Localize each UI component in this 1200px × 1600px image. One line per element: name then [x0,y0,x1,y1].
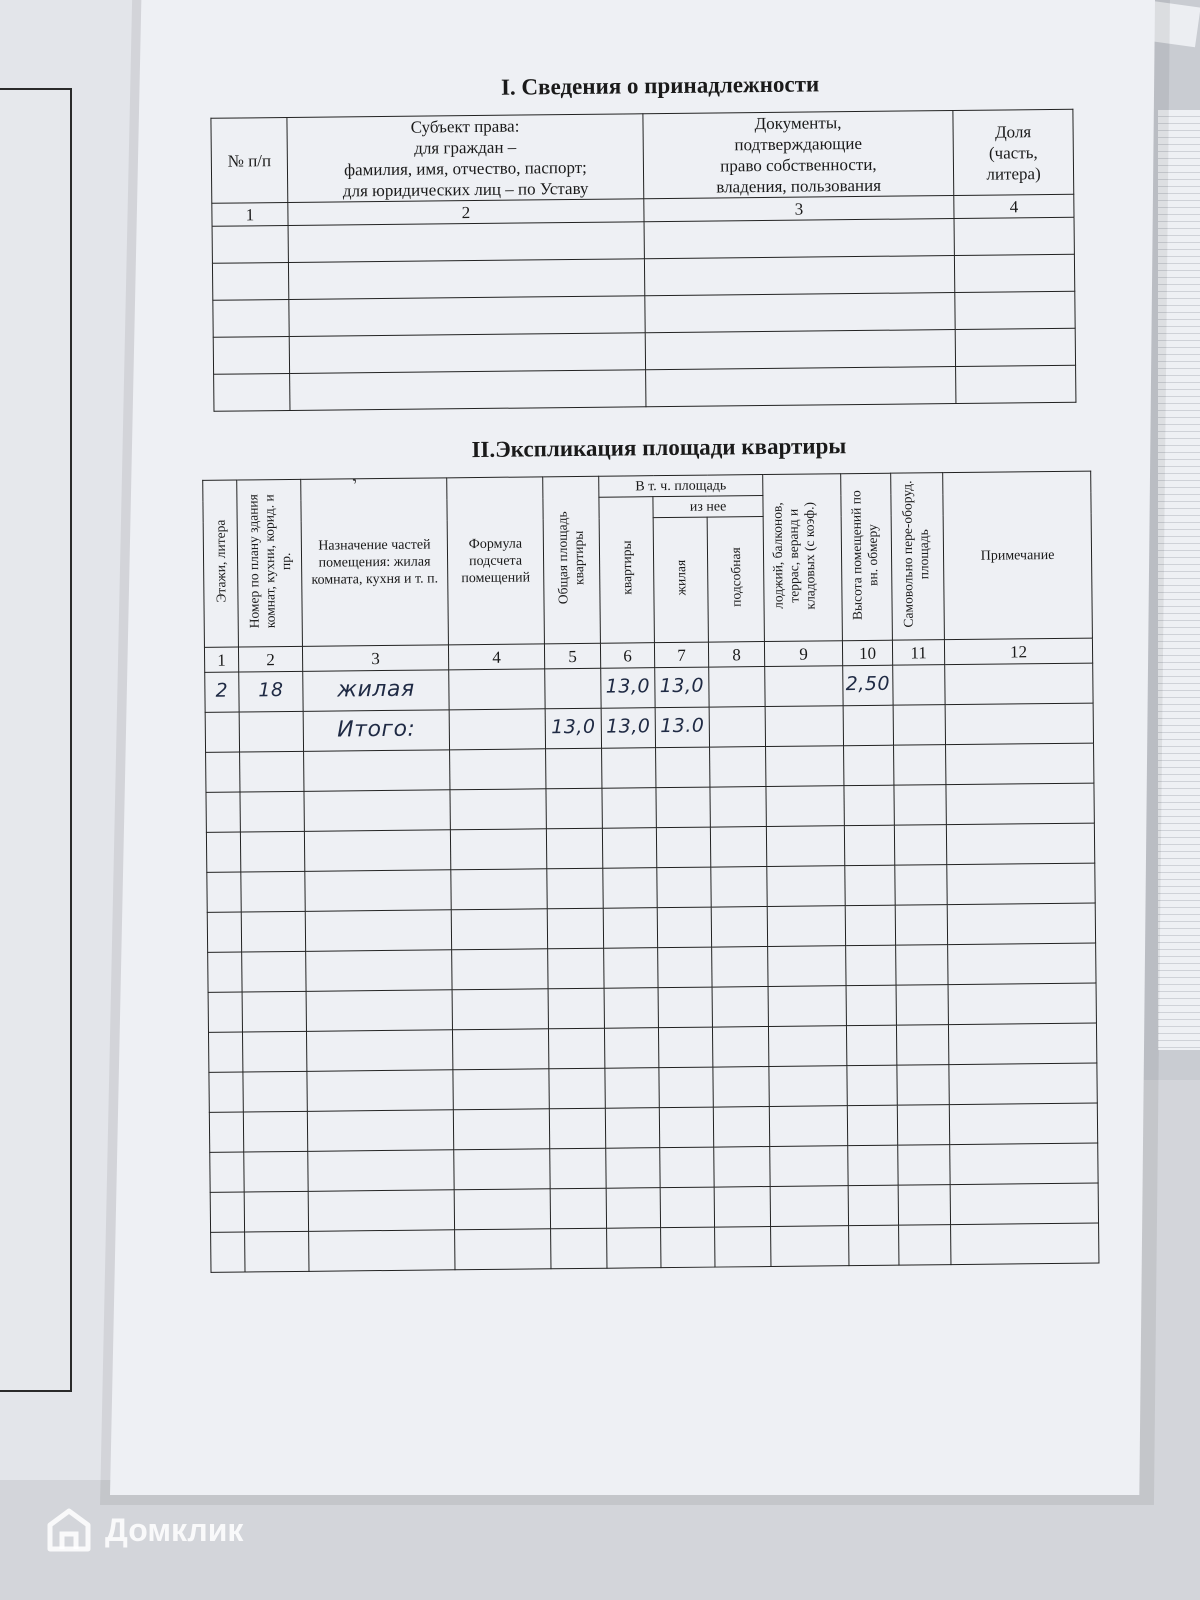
table-cell [845,865,895,906]
table-cell [205,672,239,712]
table-cell [658,987,712,1028]
table-cell [607,1228,661,1269]
table-cell [550,1148,606,1189]
table-cell [451,869,547,910]
table-cell [843,705,893,746]
table-cell [895,865,947,906]
table-cell [711,867,767,908]
table-cell [453,1069,549,1110]
table-cell [602,748,656,789]
handwritten-value: 13,0 [659,674,705,698]
section1-title: I. Сведения о принадлежности [500,71,820,100]
table-cell [304,750,450,792]
table-cell [601,708,655,749]
table-cell [765,666,843,707]
table-cell [450,789,546,830]
table-cell [711,907,767,948]
table-cell [241,911,305,952]
table-cell [210,1152,244,1192]
col-number: 12 [944,638,1092,665]
watermark [45,1505,243,1555]
table-cell [844,825,894,866]
house-logo-icon [45,1506,93,1554]
table-cell [849,1225,899,1266]
table-cell [847,1105,897,1146]
table-cell [455,1229,551,1270]
table-cell [606,1188,660,1229]
table-cell [303,710,449,752]
table-cell [547,868,603,909]
table-cell [947,863,1095,905]
table-cell [307,1070,453,1112]
table-cell [655,707,709,748]
table-cell [244,1151,308,1192]
table-cell [948,1023,1096,1065]
table-cell [845,905,895,946]
table-cell [308,1150,454,1192]
table-cell [604,1028,658,1069]
handwritten-value: Итого: [337,716,416,742]
header-documents: Документы, подтверждающие право собственности, владения, пользования [643,111,954,199]
table-cell [945,703,1093,745]
table-cell [844,745,894,786]
table-cell [451,909,547,950]
table-cell [306,1030,452,1072]
table-cell [242,1031,306,1072]
table-cell [896,985,948,1026]
table-cell [765,706,843,747]
handwritten-value: жилая [337,676,415,702]
header-number: № п/п [211,117,288,203]
table-cell [896,1025,948,1066]
table-cell [210,1192,244,1232]
table-cell [893,705,945,746]
table-cell [604,988,658,1029]
table-cell [767,906,845,947]
col-number: 6 [600,643,654,669]
col-number: 5 [544,643,600,669]
table-cell [546,748,602,789]
header-unauthorized: Самовольно пере-оборуд. площадь [891,473,945,641]
col-number: 1 [204,647,238,672]
table-cell [548,988,604,1029]
col-number: 2 [238,646,302,672]
table-cell [894,745,946,786]
table-cell [606,1148,660,1189]
ownership-table [210,109,1076,412]
table-cell [951,1223,1099,1265]
table-cell [710,827,766,868]
table-cell [242,951,306,992]
table-cell [306,990,452,1032]
table-cell [659,1107,713,1148]
table-cell [305,910,451,952]
header-room-number: Номер по плану здания комнат, кухни, корид. и пр. [237,479,303,647]
table-cell [208,952,242,992]
table-cell [548,948,604,989]
table-cell [768,986,846,1027]
section2-title: II.Экспликация площади квартиры [471,433,847,463]
table-cell [450,829,546,870]
table-cell [306,950,452,992]
watermark-text: Домклик [105,1511,244,1548]
col-number: 1 [212,202,288,226]
table-cell [898,1145,950,1186]
table-cell [449,669,545,710]
table-cell [660,1147,714,1188]
table-cell [894,825,946,866]
table-cell [950,1183,1098,1225]
table-cell [205,712,239,752]
table-cell [946,823,1094,865]
table-cell [605,1108,659,1149]
handwritten-value: 13.0 [660,714,705,738]
header-share: Доля (часть, литера) [953,109,1074,195]
table-cell [949,1063,1097,1105]
table-cell [897,1105,949,1146]
table-cell [768,1026,846,1067]
table-cell [209,1112,243,1152]
table-cell [546,788,602,829]
table-cell [545,708,601,749]
table-cell [846,985,896,1026]
handwritten-value: 13,0 [605,675,651,698]
table-cell [846,945,896,986]
table-cell [307,1110,453,1152]
table-cell [767,866,845,907]
table-cell [658,1027,712,1068]
table-cell [211,1232,245,1272]
col-number: 8 [708,642,764,668]
table-cell [768,946,846,987]
table-cell [766,746,844,787]
header-apartment: квартиры [599,497,655,644]
table-cell [709,667,765,708]
table-cell [242,991,306,1032]
table-cell [546,828,602,869]
table-cell [603,868,657,909]
header-loggias: лоджий, балконов, террас, веранд и кладовых (с коэф.) [763,474,843,642]
col-number: 3 [644,196,954,222]
table-cell [771,1226,849,1267]
table-cell [304,790,450,832]
table-cell [848,1185,898,1226]
table-cell [548,1028,604,1069]
table-cell [709,707,765,748]
table-cell [241,871,305,912]
explication-table [202,471,1099,1273]
table-cell [551,1228,607,1269]
table-cell [655,667,709,708]
col-number: 11 [892,640,944,666]
table-row [211,1223,1099,1272]
table-cell [245,1231,309,1272]
document-content [190,69,1102,1273]
table-cell [710,747,766,788]
header-of-which: из нее [653,496,763,518]
table-cell [897,1065,949,1106]
col-number: 4 [448,644,544,670]
table-cell [770,1186,848,1227]
table-cell [603,908,657,949]
col-number: 10 [842,640,892,666]
table-cell [602,788,656,829]
table-cell [713,1066,769,1107]
table-cell [601,668,655,709]
table-cell [452,949,548,990]
table-cell [945,663,1093,705]
table-cell [899,1225,951,1266]
col-number: 4 [954,194,1074,218]
table-cell [452,1029,548,1070]
table-cell [239,711,303,752]
table-cell [604,948,658,989]
table-cell [659,1067,713,1108]
table-cell [304,830,450,872]
table-cell [454,1189,550,1230]
table-cell [207,912,241,952]
table-cell [714,1186,770,1227]
table-cell [208,1032,242,1072]
table-cell [656,827,710,868]
table-cell [710,787,766,828]
table-cell [844,785,894,826]
table-cell [549,1108,605,1149]
table-row [214,365,1076,411]
col-number: 9 [764,641,842,667]
table-cell [244,1191,308,1232]
table-cell [450,749,546,790]
table-cell [715,1226,771,1267]
header-purpose: Назначение частей помещения: жилая комната, кухня и т. п. [301,478,449,647]
table-cell [308,1190,454,1232]
handwritten-value: 2,50 [845,672,891,696]
header-auxiliary: подсобная [707,517,764,643]
header-floor: Этажи, литера [203,480,239,647]
table-cell [893,665,945,706]
table-cell [209,1072,243,1112]
table-cell [895,905,947,946]
table-cell [658,947,712,988]
table-cell [303,670,449,712]
table-cell [770,1146,848,1187]
table-cell [948,983,1096,1025]
table-cell [950,1143,1098,1185]
table-cell [550,1188,606,1229]
table-cell [661,1227,715,1268]
table-cell [713,1106,769,1147]
table-cell [240,751,304,792]
table-cell [766,786,844,827]
table-cell [769,1106,847,1147]
table-cell [206,832,240,872]
table-cell [898,1185,950,1226]
table-cell [656,787,710,828]
table-cell [449,709,545,750]
handwritten-value: 2 [215,679,229,702]
table-cell [240,831,304,872]
table-cell [453,1109,549,1150]
table-cell [545,668,601,709]
table-cell [848,1145,898,1186]
table-cell [766,826,844,867]
table-cell [894,785,946,826]
header-subject: Субъект права: для граждан – фамилия, имя, отчество, паспорт; для юридических лиц – по Уставу [287,114,644,203]
table-cell [660,1187,714,1228]
header-note: Примечание [943,471,1093,640]
table-cell [847,1065,897,1106]
table-cell [207,872,241,912]
table-cell [946,743,1094,785]
header-incl-area: В т. ч. площадь [599,475,763,498]
table-cell [949,1103,1097,1145]
table-cell [206,752,240,792]
table-cell [657,867,711,908]
table-cell [305,870,451,912]
table-cell [240,791,304,832]
table-cell [309,1230,455,1272]
table-cell [948,943,1096,985]
pen-mark: ʼ [348,473,366,497]
table-cell [656,747,710,788]
table-cell [896,945,948,986]
table-cell [454,1149,550,1190]
handwritten-value: 18 [258,679,284,702]
handwritten-value: 13,0 [606,715,651,738]
table-cell [712,946,768,987]
table-cell [452,989,548,1030]
table-cell [243,1071,307,1112]
table-cell [602,828,656,869]
header-formula: Формула подсчета помещений [447,477,545,645]
table-cell [657,907,711,948]
table-cell [769,1066,847,1107]
table-cell [714,1146,770,1187]
table-cell [208,992,242,1032]
table-cell [547,908,603,949]
table-cell [712,986,768,1027]
table-cell [549,1068,605,1109]
col-number: 3 [302,645,448,672]
table-cell [946,783,1094,825]
table-cell [846,1025,896,1066]
handwritten-value: 13,0 [551,715,596,739]
header-total-area: Общая площадь квартиры [543,476,601,644]
col-number: 2 [288,199,644,226]
table-cell [239,671,303,712]
table-cell [947,903,1095,945]
left-page-frame [0,88,72,1392]
table-cell [712,1026,768,1067]
col-number: 7 [654,642,708,668]
table-cell [605,1068,659,1109]
table-cell [243,1111,307,1152]
table-cell [206,792,240,832]
header-living: жилая [653,517,708,643]
table-cell [843,665,893,706]
header-height: Высота помещений по вн. обмеру [841,473,893,641]
